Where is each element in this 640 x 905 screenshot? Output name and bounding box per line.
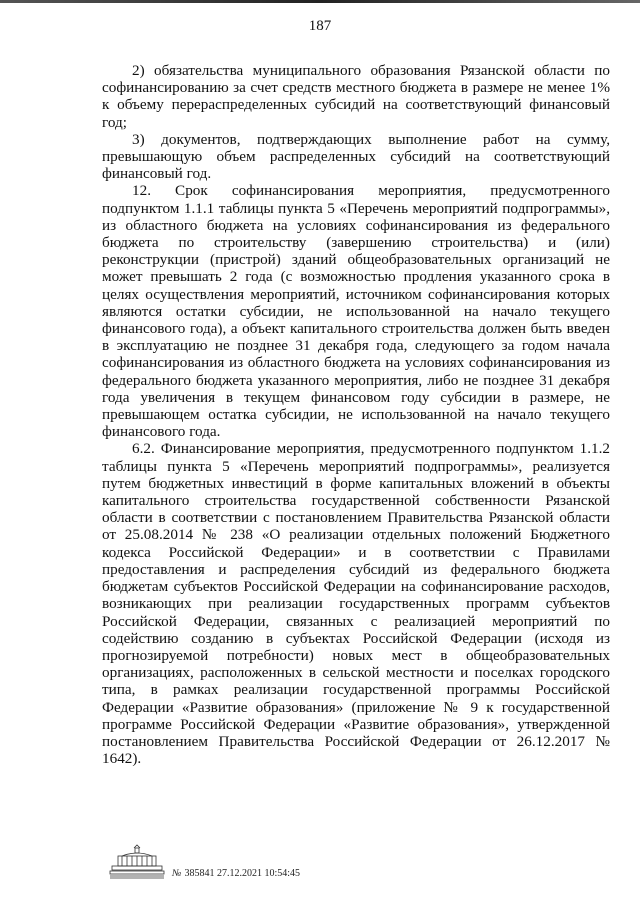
paragraph-obligations: 2) обязательства муниципального образования Рязанской области по софинансированию за счет средств местного бюджета в размере не менее 1% к объему перераспределенных субсидий на соответствующий финансовый год;: [102, 62, 610, 131]
page-number: 187: [308, 18, 332, 34]
government-building-seal-icon: [108, 844, 166, 880]
paragraph-documents: 3) документов, подтверждающих выполнение работ на сумму, превышающую объем распределенных субсидий на соответствующий финансовый год.: [102, 130, 610, 183]
paragraph-6-2-financing: 6.2. Финансирование мероприятия, предусмотренного подпунктом 1.1.2 таблицы пункта 5 «Перечень мероприятий подпрограммы», реализуется путем бюджетных инвестиций в форме капитальных вложений в объекты капитального строительства государственной собственности Рязанской области в соответствии с постановлением Правительства Рязанской области от 25.08.2014 № 238 «О реализации отдельных положений Бюджетного кодекса Российской Федерации» и в соответствии с Правилами предоставления и распределения субсидий из федерального бюджета бюджетам субъектов Российской Федерации на софинансирование расходов, возникающих при реализации государственных программ субъектов Российской Федерации, связанных с реализацией мероприятий по содействию созданию в субъектах Российской Федерации (исходя из прогнозируемой потребности) новых мест в общеобразовательных организациях, расположенных в сельской местности и поселках городского типа, в рамках реализации государственной программы Российской Федерации «Развитие образования» (приложение № 9 к государственной программе Российской Федерации «Развитие образования», утвержденной постановлением Правительства Российской Федерации от 26.12.2017 № 1642).: [102, 440, 610, 768]
stamp-number-sign: №: [172, 868, 182, 879]
paragraph-12-term: 12. Срок софинансирования мероприятия, предусмотренного подпунктом 1.1.1 таблицы пункта 5 «Перечень мероприятий подпрограммы», из областного бюджета на условиях софинансирования из федерального бюджета по строительству (завершению строительства) и (или) реконструкции (пристрой) зданий общеобразовательных организаций не может превышать 2 года (с возможностью продления указанного срока в целях осуществления мероприятий, источником софинансирования которых являются остатки субсидии, не использованной на начало текущего финансового года), а объект капитального строительства должен быть введен в эксплуатацию не позднее 31 декабря года, следующего за годом начала софинансирования из областного бюджета на условиях софинансирования из федерального бюджета указанного мероприятия, либо не позднее 31 декабря года увеличения в текущем финансовом году субсидии в размере, не превышающем остатка субсидии, не использованной на начало текущего финансового года.: [102, 182, 610, 441]
document-body: [102, 62, 610, 767]
scan-top-edge: [0, 0, 640, 3]
stamp-text: 385841 27.12.2021 10:54:45: [184, 868, 300, 879]
document-footer: [108, 844, 408, 884]
registration-stamp: [172, 868, 300, 879]
